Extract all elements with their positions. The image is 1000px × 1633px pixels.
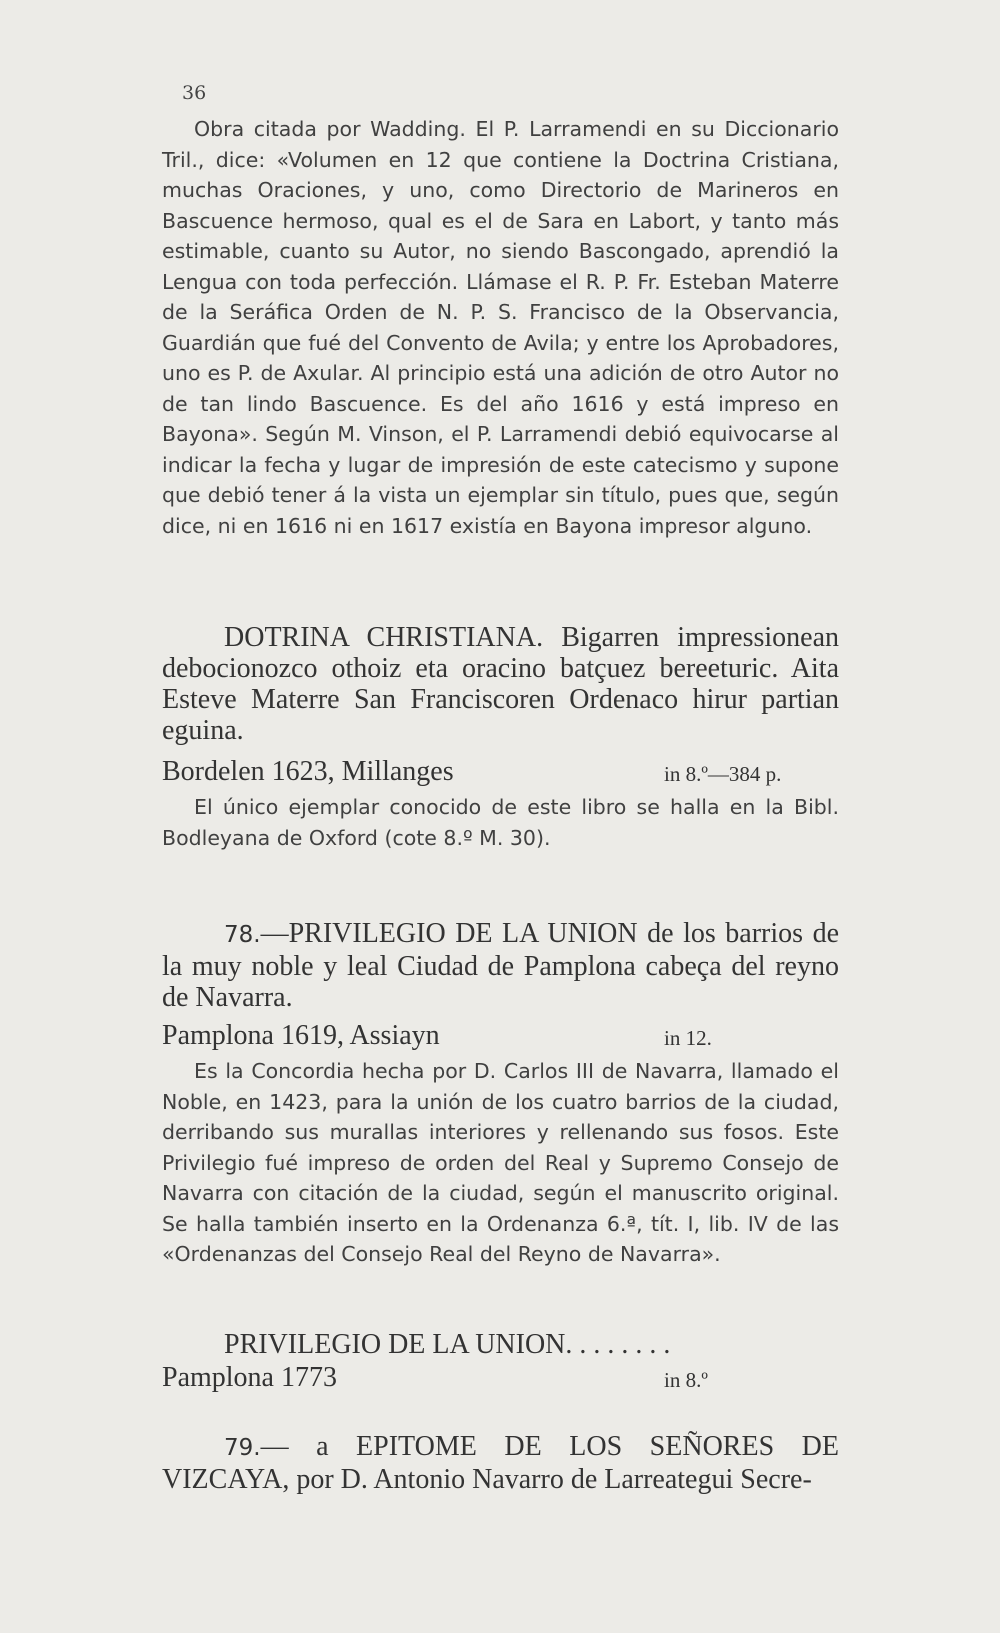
entry-privilegio-1773-imprint [162,1362,839,1394]
entry-79-title [162,1431,839,1495]
format-text: in 8.º [664,1368,708,1392]
page-number: 36 [182,82,207,104]
note-text: El único ejemplar conocido de este libro se halla en la Bibl. Bodleyana de Oxford (cote 8.º M. 30). [162,795,839,850]
entry-dotrina-note [162,792,839,853]
entry-title-text: DOTRINA CHRISTIANA. Bigarren impressionean debocionozco othoiz eta oracino batçuez bereeturic. Aita Esteve Materre San Franciscoren Ordenaco hirur partian eguina. [162,622,839,746]
format-text: in 8.º—384 p. [664,762,782,786]
entry-title-text: PRIVILEGIO DE LA UNION. . . . . . . . [224,1329,671,1360]
paragraph-text: Obra citada por Wadding. El P. Larramendi en su Diccionario Tril., dice: «Volumen en 12 que contiene la Doctrina Cristiana, muchas Oraciones, y uno, como Directorio de Marineros en Bascuence hermoso, qual es el de Sara en Labort, y tanto más estimable, cuanto su Autor, no siendo Bascongado, aprendió la Lengua con toda perfección. Llámase el R. P. Fr. Esteban Materre de la Seráfica Orden de N. P. S. Francisco de la Observancia, Guardián que fué del Convento de Avila; y entre los Aprobadores, uno es P. de Axular. Al principio está una adición de otro Autor no de tan lindo Bascuence. Es del año 1616 y está impreso en Bayona». Según M. Vinson, el P. Larramendi debió equivocarse al indicar la fecha y lugar de impresión de este catecismo y supone que debió tener á la vista un ejemplar sin título, pues que, según dice, ni en 1616 ni en 1617 existía en Bayona impresor alguno. [162,117,839,538]
paragraph-top [162,114,839,541]
format-text: in 12. [664,1026,712,1050]
entry-title-text: — a EPITOME DE LOS SEÑORES DE VIZCAYA, por D. Antonio Navarro de Larreategui Secre- [162,1431,839,1495]
entry-78-imprint [162,1020,839,1052]
entry-78-title [162,918,839,1013]
entry-dotrina-title [162,622,839,746]
entry-78-note [162,1056,839,1270]
entry-dotrina-imprint [162,756,839,788]
imprint-text: Pamplona 1773 [162,1362,337,1393]
entry-title-text: —PRIVILEGIO DE LA UNION de los barrios de la muy noble y leal Ciudad de Pamplona cabeça del reyno de Navarra. [162,918,839,1013]
imprint-text: Pamplona 1619, Assiayn [162,1020,440,1051]
entry-number: 79. [224,1435,261,1461]
entry-privilegio-1773-title [162,1329,839,1360]
imprint-text: Bordelen 1623, Millanges [162,756,454,787]
note-text: Es la Concordia hecha por D. Carlos III de Navarra, llamado el Noble, en 1423, para la unión de los cuatro barrios de la ciudad, derribando sus murallas interiores y rellenando sus fosos. Este Privilegio fué impreso de orden del Real y Supremo Consejo de Navarra con citación de la ciudad, según el manuscrito original. Se halla también inserto en la Ordenanza 6.ª, tít. I, lib. IV de las «Ordenanzas del Consejo Real del Reyno de Navarra». [162,1059,839,1266]
entry-number: 78. [224,922,261,948]
